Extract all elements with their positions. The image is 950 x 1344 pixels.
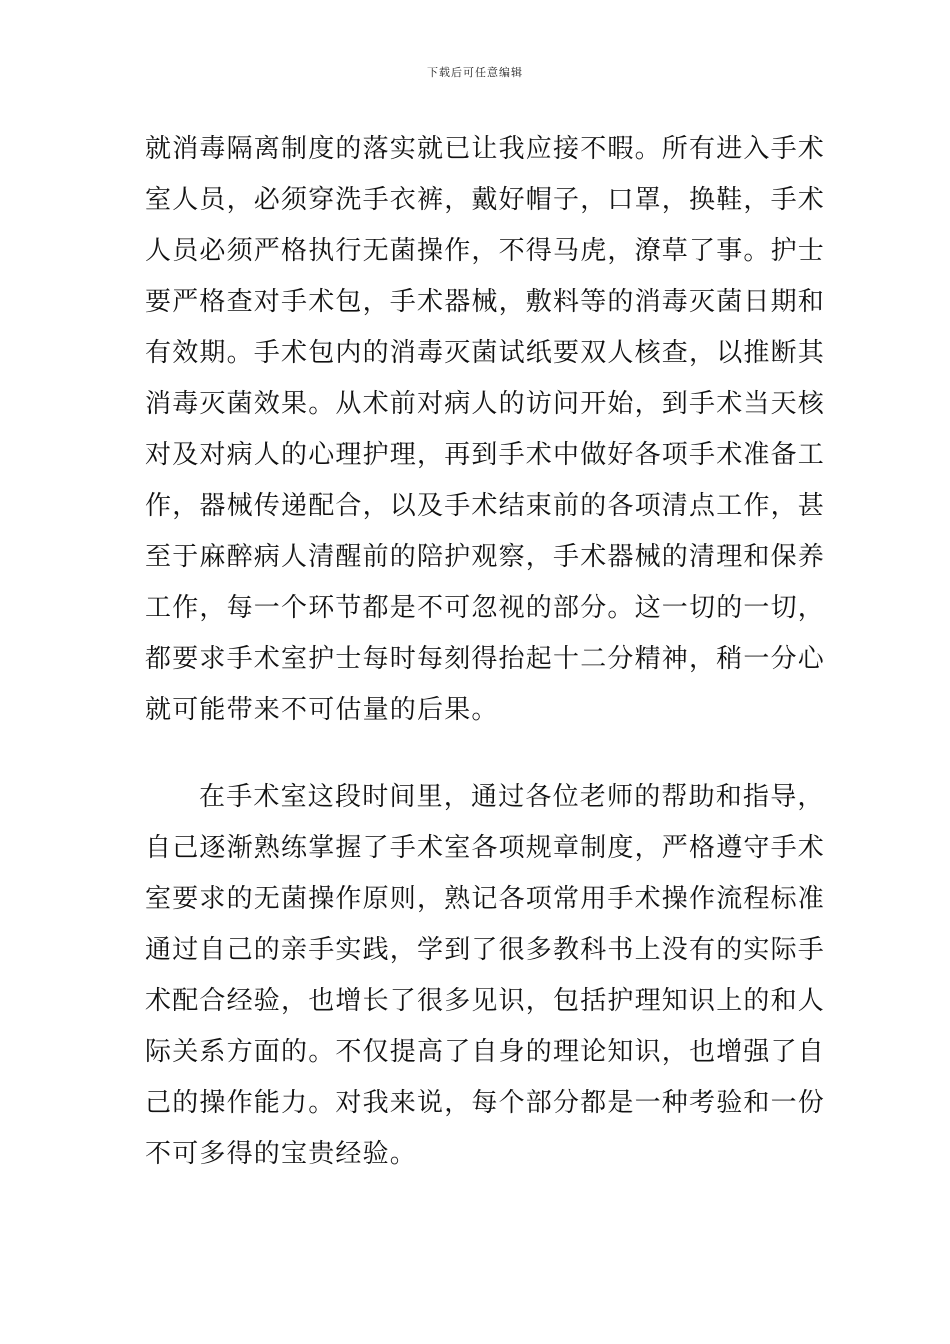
paragraph-line: 际关系方面的。不仅提高了自身的理论知识，也增强了自 [145, 1037, 826, 1067]
paragraph-line: 就可能带来不可估量的后果。 [145, 695, 499, 725]
paragraph-line: 室人员，必须穿洗手衣裤，戴好帽子，口罩，换鞋，手术 [145, 185, 826, 215]
paragraph-line: 要严格查对手术包，手术器械，敷料等的消毒灭菌日期和 [145, 287, 826, 317]
paragraph-line: 有效期。手术包内的消毒灭菌试纸要双人核查，以推断其 [145, 338, 826, 368]
paragraph-line: 至于麻醉病人清醒前的陪护观察，手术器械的清理和保养 [145, 542, 826, 572]
paragraph-line: 术配合经验，也增长了很多见识，包括护理知识上的和人 [145, 986, 826, 1016]
paragraph-line: 工作，每一个环节都是不可忽视的部分。这一切的一切， [145, 593, 826, 623]
paragraph-line: 对及对病人的心理护理，再到手术中做好各项手术准备工 [145, 440, 826, 470]
paragraph-line: 自己逐渐熟练掌握了手术室各项规章制度，严格遵守手术 [145, 833, 826, 863]
paragraph-line: 通过自己的亲手实践，学到了很多教科书上没有的实际手 [145, 935, 826, 965]
paragraph-line: 消毒灭菌效果。从术前对病人的访问开始，到手术当天核 [145, 389, 826, 419]
paragraph-line: 室要求的无菌操作原则，熟记各项常用手术操作流程标准 [145, 884, 826, 914]
paragraph-line: 在手术室这段时间里，通过各位老师的帮助和指导， [199, 782, 825, 812]
paragraph-line: 作，器械传递配合，以及手术结束前的各项清点工作，甚 [145, 491, 826, 521]
paragraph-line: 不可多得的宝贵经验。 [145, 1139, 418, 1169]
paragraph-line: 己的操作能力。对我来说，每个部分都是一种考验和一份 [145, 1088, 826, 1118]
paragraph-line: 都要求手术室护士每时每刻得抬起十二分精神，稍一分心 [145, 644, 826, 674]
paragraph-1 [145, 124, 826, 736]
paragraph-2 [145, 772, 826, 1180]
paragraph-line: 人员必须严格执行无菌操作，不得马虎，潦草了事。护士 [145, 236, 826, 266]
page-header: 下载后可任意编辑 [427, 66, 523, 79]
paragraph-line: 就消毒隔离制度的落实就已让我应接不暇。所有进入手术 [145, 134, 826, 164]
